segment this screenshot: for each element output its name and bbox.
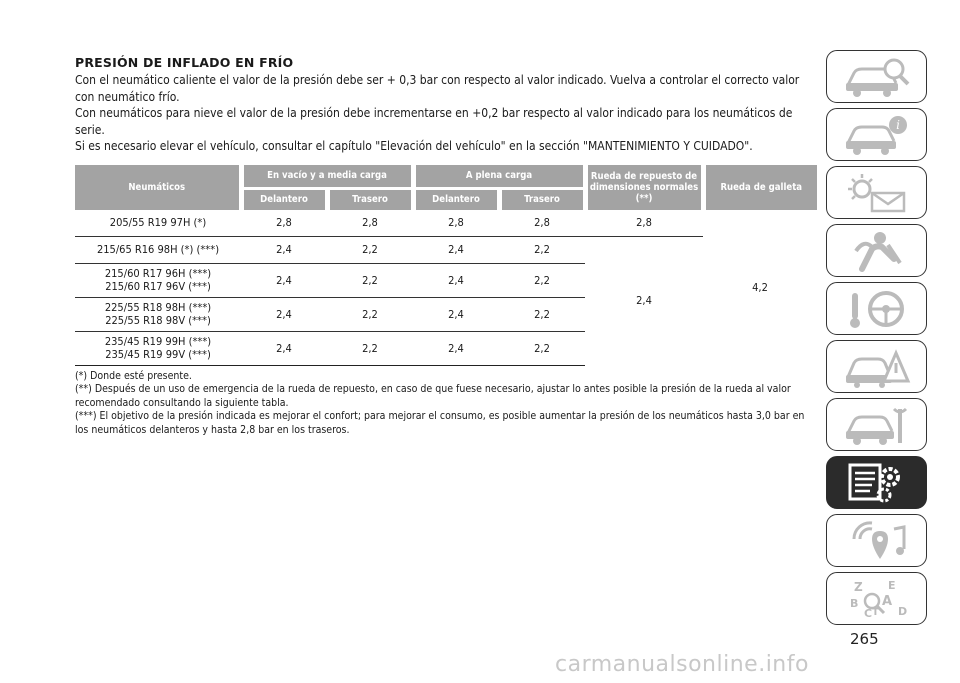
pressure-cell: 2,4 bbox=[241, 331, 327, 365]
car-search-icon bbox=[842, 55, 912, 99]
footnote-2: (**) Después de un uso de emergencia de la rueda de repuesto, en caso de que fuese necesario, ajustar lo antes posible la presión de la rueda al valor recomendado consultando la siguiente tabla. bbox=[75, 383, 791, 409]
tab-emergency[interactable] bbox=[826, 340, 927, 393]
header-full-load: A plena carga bbox=[413, 165, 585, 189]
specs-gears-icon bbox=[842, 461, 912, 505]
pressure-cell: 2,4 bbox=[413, 297, 499, 331]
pressure-cell: 2,2 bbox=[499, 263, 585, 297]
pressure-cell: 2,2 bbox=[327, 263, 413, 297]
header-empty-rear: Trasero bbox=[327, 188, 413, 210]
header-full-rear: Trasero bbox=[499, 188, 585, 210]
chapter-sidebar bbox=[826, 50, 928, 630]
svg-text:Z: Z bbox=[853, 579, 863, 594]
svg-text:D: D bbox=[897, 604, 907, 618]
car-info-icon bbox=[842, 113, 912, 157]
space-saver-pressure-cell: 4,2 bbox=[752, 280, 768, 294]
footnote-3: (***) El objetivo de la presión indicada es mejorar el confort; para mejorar el consumo, es posible aumentar la presión de los neumáticos hasta 3,0 bar en los neumáticos delanteros y hasta 2,8 bar en los traseros. bbox=[75, 410, 805, 436]
tab-technical-data[interactable] bbox=[826, 456, 927, 509]
tyre-pressure-table bbox=[75, 165, 817, 366]
tab-maintenance[interactable] bbox=[826, 398, 927, 451]
watermark: carmanualsonline.info bbox=[555, 652, 809, 677]
tab-multimedia[interactable] bbox=[826, 514, 927, 567]
pressure-cell: 2,4 bbox=[413, 236, 499, 263]
pressure-cell: 2,2 bbox=[499, 297, 585, 331]
paragraph-hot-tyre: Con el neumático caliente el valor de la presión debe ser + 0,3 bar con respecto al valor indicado. Vuelva a controlar el correcto valor con neumático frío. bbox=[75, 73, 800, 104]
car-tools-icon bbox=[842, 403, 912, 447]
table-row bbox=[75, 210, 817, 237]
svg-text:B: B bbox=[849, 596, 858, 610]
tyre-size-cell: 215/65 R16 98H (*) (***) bbox=[75, 236, 241, 263]
pressure-cell: 2,8 bbox=[448, 216, 464, 229]
tyre-size-cell: 215/60 R17 96H (***) 215/60 R17 96V (***) bbox=[75, 263, 241, 297]
steering-key-icon bbox=[842, 287, 912, 331]
pressure-cell: 2,2 bbox=[327, 236, 413, 263]
tab-safety-lights[interactable] bbox=[826, 166, 927, 219]
section-heading: PRESIÓN DE INFLADO EN FRÍO bbox=[75, 55, 294, 70]
svg-text:A: A bbox=[881, 593, 892, 609]
header-empty-front: Delantero bbox=[241, 188, 327, 210]
page-content bbox=[75, 55, 817, 437]
svg-text:T: T bbox=[871, 606, 879, 618]
pressure-cell: 2,4 bbox=[241, 263, 327, 297]
pressure-cell: 2,8 bbox=[534, 216, 550, 229]
paragraph-lifting: Si es necesario elevar el vehículo, consultar el capítulo "Elevación del vehículo" en la sección "MANTENIMIENTO Y CUIDADO". bbox=[75, 139, 753, 153]
car-crash-icon bbox=[842, 345, 912, 389]
svg-text:C: C bbox=[863, 606, 872, 620]
tyre-size-cell: 205/55 R19 97H (*) bbox=[109, 216, 207, 229]
spare-pressure-merged-cell: 2,4 bbox=[585, 236, 703, 365]
index-letters-icon bbox=[842, 577, 912, 621]
pressure-cell: 2,8 bbox=[276, 216, 292, 229]
tab-index[interactable] bbox=[826, 572, 927, 625]
pressure-cell: 2,4 bbox=[241, 236, 327, 263]
airbag-person-icon bbox=[842, 229, 912, 273]
page-number: 265 bbox=[850, 630, 879, 648]
spare-pressure-cell: 2,8 bbox=[636, 216, 652, 229]
tab-starting-driving[interactable] bbox=[826, 282, 927, 335]
footnotes bbox=[75, 370, 817, 438]
pressure-cell: 2,2 bbox=[327, 331, 413, 365]
pressure-cell: 2,8 bbox=[362, 216, 378, 229]
pressure-cell: 2,4 bbox=[241, 297, 327, 331]
pressure-cell: 2,4 bbox=[413, 263, 499, 297]
svg-text:E: E bbox=[887, 578, 896, 592]
pressure-cell: 2,2 bbox=[499, 236, 585, 263]
tab-safety[interactable] bbox=[826, 224, 927, 277]
media-navigation-icon bbox=[842, 519, 912, 563]
pressure-cell: 2,2 bbox=[499, 331, 585, 365]
svg-text:i: i bbox=[895, 117, 900, 132]
header-space-saver: Rueda de galleta bbox=[703, 165, 817, 210]
header-tyres: Neumáticos bbox=[75, 165, 241, 210]
tyre-size-cell: 235/45 R19 99H (***) 235/45 R19 99V (***) bbox=[75, 331, 241, 365]
paragraph-snow-tyre: Con neumáticos para nieve el valor de la presión debe incrementarse en +0,2 bar respecto al valor indicado para los neumáticos de serie. bbox=[75, 106, 793, 137]
pressure-cell: 2,4 bbox=[413, 331, 499, 365]
pressure-cell: 2,2 bbox=[327, 297, 413, 331]
tab-getting-to-know[interactable] bbox=[826, 50, 927, 103]
warning-lights-icon bbox=[842, 171, 912, 215]
header-full-front: Delantero bbox=[413, 188, 499, 210]
footnote-1: (*) Donde esté presente. bbox=[75, 369, 192, 382]
tyre-size-cell: 225/55 R18 98H (***) 225/55 R18 98V (***) bbox=[75, 297, 241, 331]
tab-dashboard[interactable] bbox=[826, 108, 927, 161]
header-empty-load: En vacío y a media carga bbox=[241, 165, 413, 189]
header-spare-normal: Rueda de repuesto de dimensiones normales (**) bbox=[585, 165, 703, 210]
